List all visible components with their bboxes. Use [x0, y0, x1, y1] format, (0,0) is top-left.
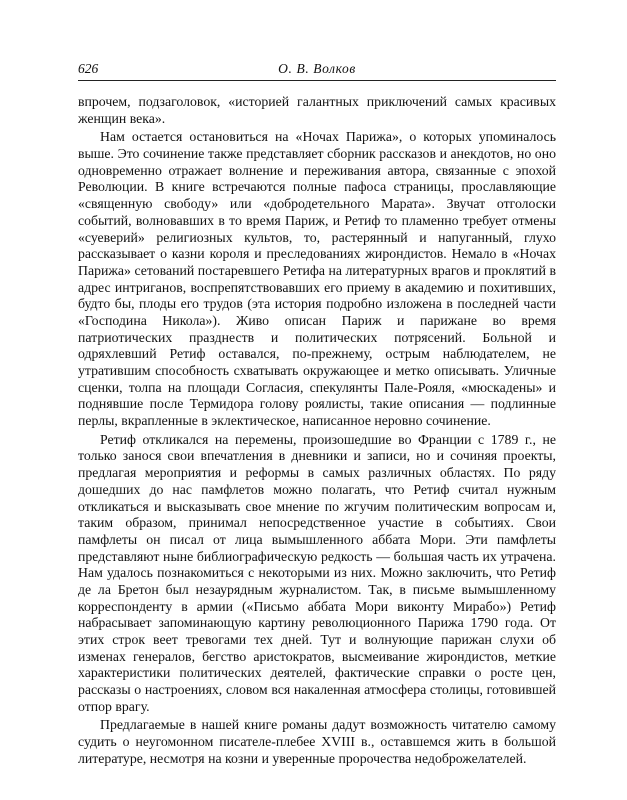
page-number: 626 [78, 61, 99, 76]
paragraph-nights-of-paris: Нам остается остановиться на «Ночах Парижа», о которых упоминалось выше. Это сочинение также представляет сборник рассказов и анекдотов, но оно одновременно отражает волнение и переживания автора, связанные с эпохой Революции. В книге встречаются полные пафоса страницы, прославляющие «священную свободу» или «добродетельного Марата». Звучат отголоски событий, волновавших в то время Париж, и Ретиф то пламенно требует отмены «суеверий» религиозных культов, то, растерянный и напуганный, глухо рассказывает о казни короля и преследованиях жирондистов. Немало в «Ночах Парижа» сетований постаревшего Ретифа на литературных врагов и проклятий в адрес интриганов, воспрепятствовавших его приему в академию и похитивших, будто бы, плоды его трудов (эта история подробно изложена в последней части «Господина Никола»). Живо описан Париж и парижане во время патриотических празднеств и политических потрясений. Больной и одряхлевший Ретиф оставался, по-прежнему, острым наблюдателем, не утратившим способность схватывать окружающее и метко описывать. Уличные сценки, толпа на площади Согласия, спекулянты Пале-Рояля, «мюскадены» и поднявшие после Термидора голову роялисты, такие описания — подлинные перлы, вкрапленные в эклектическое, написанное неровно сочинение. [78, 129, 556, 429]
running-header [78, 58, 556, 81]
paragraph-pamphlets: Ретиф откликался на перемены, произошедшие во Франции с 1789 г., не только занося свои впечатления в дневники и записи, но и сочиняя проекты, предлагая мероприятия и реформы в самых различных областях. По ряду дошедших до нас памфлетов можно полагать, что Ретиф считал нужным откликаться и высказывать свое мнение по жгучим политическим вопросам и, таким образом, принимал непосредственное участие в событиях. Свои памфлеты он писал от лица вымышленного аббата Мори. Эти памфлеты представляют ныне библиографическую редкость — большая часть их утрачена. Нам удалось познакомиться с некоторыми из них. Можно заключить, что Ретиф де ла Бретон был незаурядным журналистом. Так, в письме вымышленному корреспонденту в армии («Письмо аббата Мори виконту Мирабо») Ретиф набрасывает запоминающую картину революционного Парижа 1790 года. От этих строк веет тревогами тех дней. Тут и волнующие парижан слухи об изменах генералов, бегство аристократов, высмеивание жирондистов, меткие характеристики политических деятелей, фактические справки о росте цен, рассказы о настроениях, словом вся накаленная атмосфера столицы, готовившей отпор врагу. [78, 431, 556, 714]
running-title: О. В. Волков [278, 61, 356, 76]
body-text [78, 94, 556, 768]
paragraph-conclusion: Предлагаемые в нашей книге романы дадут возможность читателю самому судить о неугомонном писателе-плебее XVIII в., оставшемся жить в большой литературе, несмотря на козни и уверенные пророчества недоброжелателей. [78, 717, 556, 766]
paragraph-continued: впрочем, подзаголовок, «историей галантных приключений самых красивых женщин века». [78, 94, 556, 126]
